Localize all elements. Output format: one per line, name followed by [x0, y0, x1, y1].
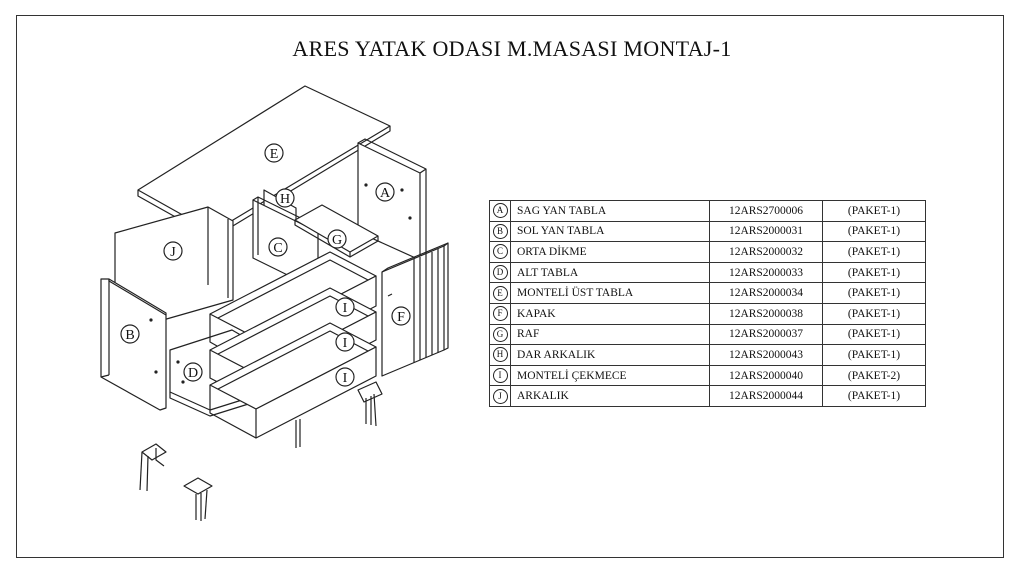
part-letter-cell — [490, 221, 511, 242]
label-G — [328, 230, 346, 248]
svg-text:B: B — [125, 328, 135, 343]
part-name: KAPAK — [511, 303, 710, 324]
part-letter: B — [493, 224, 508, 239]
part-name: SAG YAN TABLA — [511, 201, 710, 222]
part-letter: G — [493, 327, 508, 342]
label-J — [164, 242, 182, 260]
table-row — [490, 242, 926, 263]
part-name: ARKALIK — [511, 386, 710, 407]
part-letter-cell — [490, 283, 511, 304]
svg-text:E: E — [269, 147, 279, 162]
part-door — [382, 243, 448, 376]
svg-text:D: D — [187, 366, 199, 381]
part-name: DAR ARKALIK — [511, 345, 710, 366]
svg-text:I: I — [342, 301, 348, 316]
part-letter-cell — [490, 262, 511, 283]
part-code: 12ARS2000044 — [710, 386, 823, 407]
label-D — [184, 363, 202, 381]
table-row — [490, 386, 926, 407]
part-package: (PAKET-1) — [823, 201, 926, 222]
part-letter-cell — [490, 242, 511, 263]
part-code: 12ARS2000034 — [710, 283, 823, 304]
part-package: (PAKET-1) — [823, 324, 926, 345]
label-E — [265, 144, 283, 162]
part-package: (PAKET-1) — [823, 386, 926, 407]
table-row — [490, 221, 926, 242]
part-name: SOL YAN TABLA — [511, 221, 710, 242]
part-code: 12ARS2000043 — [710, 345, 823, 366]
part-package: (PAKET-1) — [823, 345, 926, 366]
label-I-1 — [336, 298, 354, 316]
svg-text:C: C — [273, 241, 283, 256]
svg-text:H: H — [279, 192, 291, 207]
table-row — [490, 303, 926, 324]
part-letter: F — [493, 306, 508, 321]
svg-text:J: J — [170, 245, 176, 260]
parts-list-body — [490, 201, 926, 407]
part-code: 12ARS2000033 — [710, 262, 823, 283]
label-A — [376, 183, 394, 201]
svg-text:A: A — [379, 186, 391, 201]
svg-text:I: I — [342, 336, 348, 351]
table-row — [490, 201, 926, 222]
part-code: 12ARS2000032 — [710, 242, 823, 263]
part-code: 12ARS2000031 — [710, 221, 823, 242]
part-name: ORTA DİKME — [511, 242, 710, 263]
part-package: (PAKET-1) — [823, 303, 926, 324]
part-code: 12ARS2700006 — [710, 201, 823, 222]
svg-text:F: F — [397, 310, 405, 325]
part-package: (PAKET-1) — [823, 221, 926, 242]
part-letter: J — [493, 389, 508, 404]
label-B — [121, 325, 139, 343]
part-name: ALT TABLA — [511, 262, 710, 283]
part-code: 12ARS2000038 — [710, 303, 823, 324]
part-letter: E — [493, 286, 508, 301]
table-row — [490, 345, 926, 366]
loose-leg-2 — [184, 478, 212, 521]
table-row — [490, 324, 926, 345]
svg-text:I: I — [342, 371, 348, 386]
part-code: 12ARS2000037 — [710, 324, 823, 345]
part-package: (PAKET-1) — [823, 283, 926, 304]
part-package: (PAKET-2) — [823, 365, 926, 386]
part-package: (PAKET-1) — [823, 242, 926, 263]
table-row — [490, 262, 926, 283]
loose-leg-1 — [140, 444, 166, 491]
label-I-3 — [336, 368, 354, 386]
label-I-2 — [336, 333, 354, 351]
svg-text:G: G — [331, 233, 343, 248]
part-letter: I — [493, 368, 508, 383]
part-letter: C — [493, 244, 508, 259]
part-letter: D — [493, 265, 508, 280]
table-row — [490, 365, 926, 386]
part-name: MONTELİ ÇEKMECE — [511, 365, 710, 386]
table-row — [490, 283, 926, 304]
label-H — [276, 189, 294, 207]
part-letter-cell — [490, 345, 511, 366]
page-title: ARES YATAK ODASI M.MASASI MONTAJ-1 — [292, 36, 732, 61]
part-letter: A — [493, 203, 508, 218]
label-F — [392, 307, 410, 325]
part-letter-cell — [490, 303, 511, 324]
part-letter-cell — [490, 365, 511, 386]
part-name: RAF — [511, 324, 710, 345]
part-letter: H — [493, 347, 508, 362]
part-letter-cell — [490, 324, 511, 345]
parts-list-table — [489, 200, 926, 407]
label-C — [269, 238, 287, 256]
part-letter-cell — [490, 386, 511, 407]
part-package: (PAKET-1) — [823, 262, 926, 283]
part-code: 12ARS2000040 — [710, 365, 823, 386]
part-name: MONTELİ ÜST TABLA — [511, 283, 710, 304]
part-letter-cell — [490, 201, 511, 222]
